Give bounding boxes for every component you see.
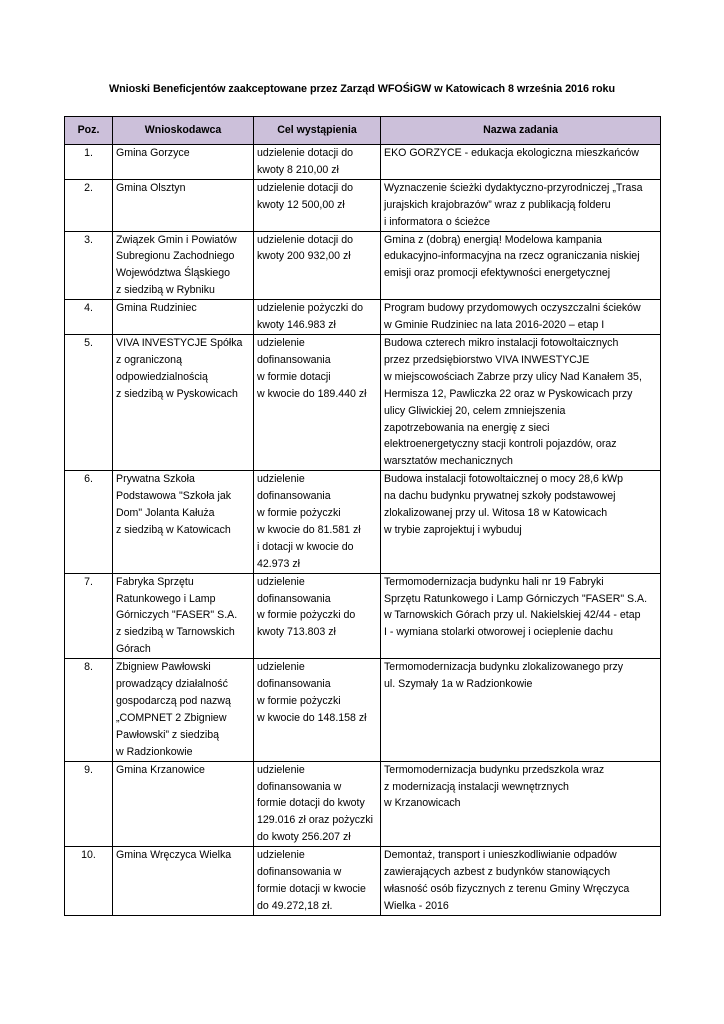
cell-wnioskodawca: Gmina Rudziniec [113,300,254,335]
applications-table [64,116,661,916]
header-nazwa: Nazwa zadania [381,117,661,145]
table-row [65,847,661,916]
cell-poz: 5. [65,334,113,470]
header-poz: Poz. [65,117,113,145]
cell-nazwa: Budowa czterech mikro instalacji fotowoltaicznych przez przedsiębiorstwo VIVA INWESTYCJE w miejscowościach Zabrze przy ulicy Nad Kanałem 35, Hermisza 12, Pawliczka 22 oraz w Pyskowicach przy ulicy Gliwickiej 20, celem zmniejszenia zapotrzebowania na energię z sieci elektroenergetyczny stacji kontroli pojazdów, oraz warsztatów mechanicznych [381,334,661,470]
table-header-row [65,117,661,145]
cell-nazwa: Program budowy przydomowych oczyszczalni ścieków w Gminie Rudziniec na lata 2016-2020 – etap I [381,300,661,335]
cell-cel: udzielenie dofinansowania w formie pożyczki do kwoty 713.803 zł [254,573,381,659]
cell-poz: 4. [65,300,113,335]
table-row [65,179,661,231]
table-row [65,145,661,180]
cell-wnioskodawca: Zbigniew Pawłowski prowadzący działalność gospodarczą pod nazwą „COMPNET 2 Zbigniew Pawłowski” z siedzibą w Radzionkowie [113,659,254,761]
cell-nazwa: Termomodernizacja budynku hali nr 19 Fabryki Sprzętu Ratunkowego i Lamp Górniczych "FASER" S.A. w Tarnowskich Górach przy ul. Nakielskiej 42/44 - etap I - wymiana stolarki otworowej i ocieplenie dachu [381,573,661,659]
cell-wnioskodawca: VIVA INVESTYCJE Spółka z ograniczoną odpowiedzialnością z siedzibą w Pyskowicach [113,334,254,470]
cell-cel: udzielenie dofinansowania w formie dotacji w kwocie do 189.440 zł [254,334,381,470]
cell-poz: 9. [65,761,113,847]
table-row [65,334,661,470]
cell-wnioskodawca: Gmina Krzanowice [113,761,254,847]
cell-cel: udzielenie pożyczki do kwoty 146.983 zł [254,300,381,335]
table-row [65,231,661,300]
cell-wnioskodawca: Prywatna Szkoła Podstawowa "Szkoła jak Dom" Jolanta Kałuża z siedzibą w Katowicach [113,471,254,573]
cell-nazwa: Budowa instalacji fotowoltaicznej o mocy 28,6 kWp na dachu budynku prywatnej szkoły podstawowej zlokalizowanej przy ul. Witosa 18 w Katowicach w trybie zaprojektuj i wybuduj [381,471,661,573]
header-wnioskodawca: Wnioskodawca [113,117,254,145]
cell-wnioskodawca: Związek Gmin i Powiatów Subregionu Zachodniego Województwa Śląskiego z siedzibą w Rybniku [113,231,254,300]
cell-cel: udzielenie dofinansowania w formie pożyczki w kwocie do 81.581 zł i dotacji w kwocie do 42.973 zł [254,471,381,573]
table-row [65,300,661,335]
cell-nazwa: EKO GORZYCE - edukacja ekologiczna mieszkańców [381,145,661,180]
cell-poz: 7. [65,573,113,659]
table-row [65,573,661,659]
table-row [65,761,661,847]
cell-poz: 6. [65,471,113,573]
header-cel: Cel wystąpienia [254,117,381,145]
cell-cel: udzielenie dofinansowania w formie dotacji do kwoty 129.016 zł oraz pożyczki do kwoty 256.207 zł [254,761,381,847]
cell-cel: udzielenie dotacji do kwoty 12 500,00 zł [254,179,381,231]
cell-poz: 2. [65,179,113,231]
cell-poz: 3. [65,231,113,300]
cell-poz: 1. [65,145,113,180]
document-title: Wnioski Beneficjentów zaakceptowane przez Zarząd WFOŚiGW w Katowicach 8 września 2016 roku [108,83,616,95]
table-row [65,659,661,761]
cell-wnioskodawca: Fabryka Sprzętu Ratunkowego i Lamp Górniczych "FASER" S.A. z siedzibą w Tarnowskich Górach [113,573,254,659]
cell-cel: udzielenie dofinansowania w formie dotacji w kwocie do 49.272,18 zł. [254,847,381,916]
cell-cel: udzielenie dotacji do kwoty 8 210,00 zł [254,145,381,180]
table-row [65,471,661,573]
cell-nazwa: Termomodernizacja budynku przedszkola wraz z modernizacją instalacji wewnętrznych w Krzanowicach [381,761,661,847]
cell-wnioskodawca: Gmina Wręczyca Wielka [113,847,254,916]
cell-nazwa: Gmina z (dobrą) energią! Modelowa kampania edukacyjno-informacyjna na rzecz ograniczania niskiej emisji oraz promocji efektywności energetycznej [381,231,661,300]
cell-nazwa: Termomodernizacja budynku zlokalizowanego przy ul. Szymały 1a w Radzionkowie [381,659,661,761]
cell-poz: 10. [65,847,113,916]
cell-wnioskodawca: Gmina Olsztyn [113,179,254,231]
cell-cel: udzielenie dofinansowania w formie pożyczki w kwocie do 148.158 zł [254,659,381,761]
cell-cel: udzielenie dotacji do kwoty 200 932,00 zł [254,231,381,300]
cell-wnioskodawca: Gmina Gorzyce [113,145,254,180]
cell-nazwa: Demontaż, transport i unieszkodliwianie odpadów zawierających azbest z budynków stanowiących własność osób fizycznych z terenu Gminy Wręczyca Wielka - 2016 [381,847,661,916]
cell-nazwa: Wyznaczenie ścieżki dydaktyczno-przyrodniczej „Trasa jurajskich krajobrazów” wraz z publikacją folderu i informatora o ścieżce [381,179,661,231]
cell-poz: 8. [65,659,113,761]
